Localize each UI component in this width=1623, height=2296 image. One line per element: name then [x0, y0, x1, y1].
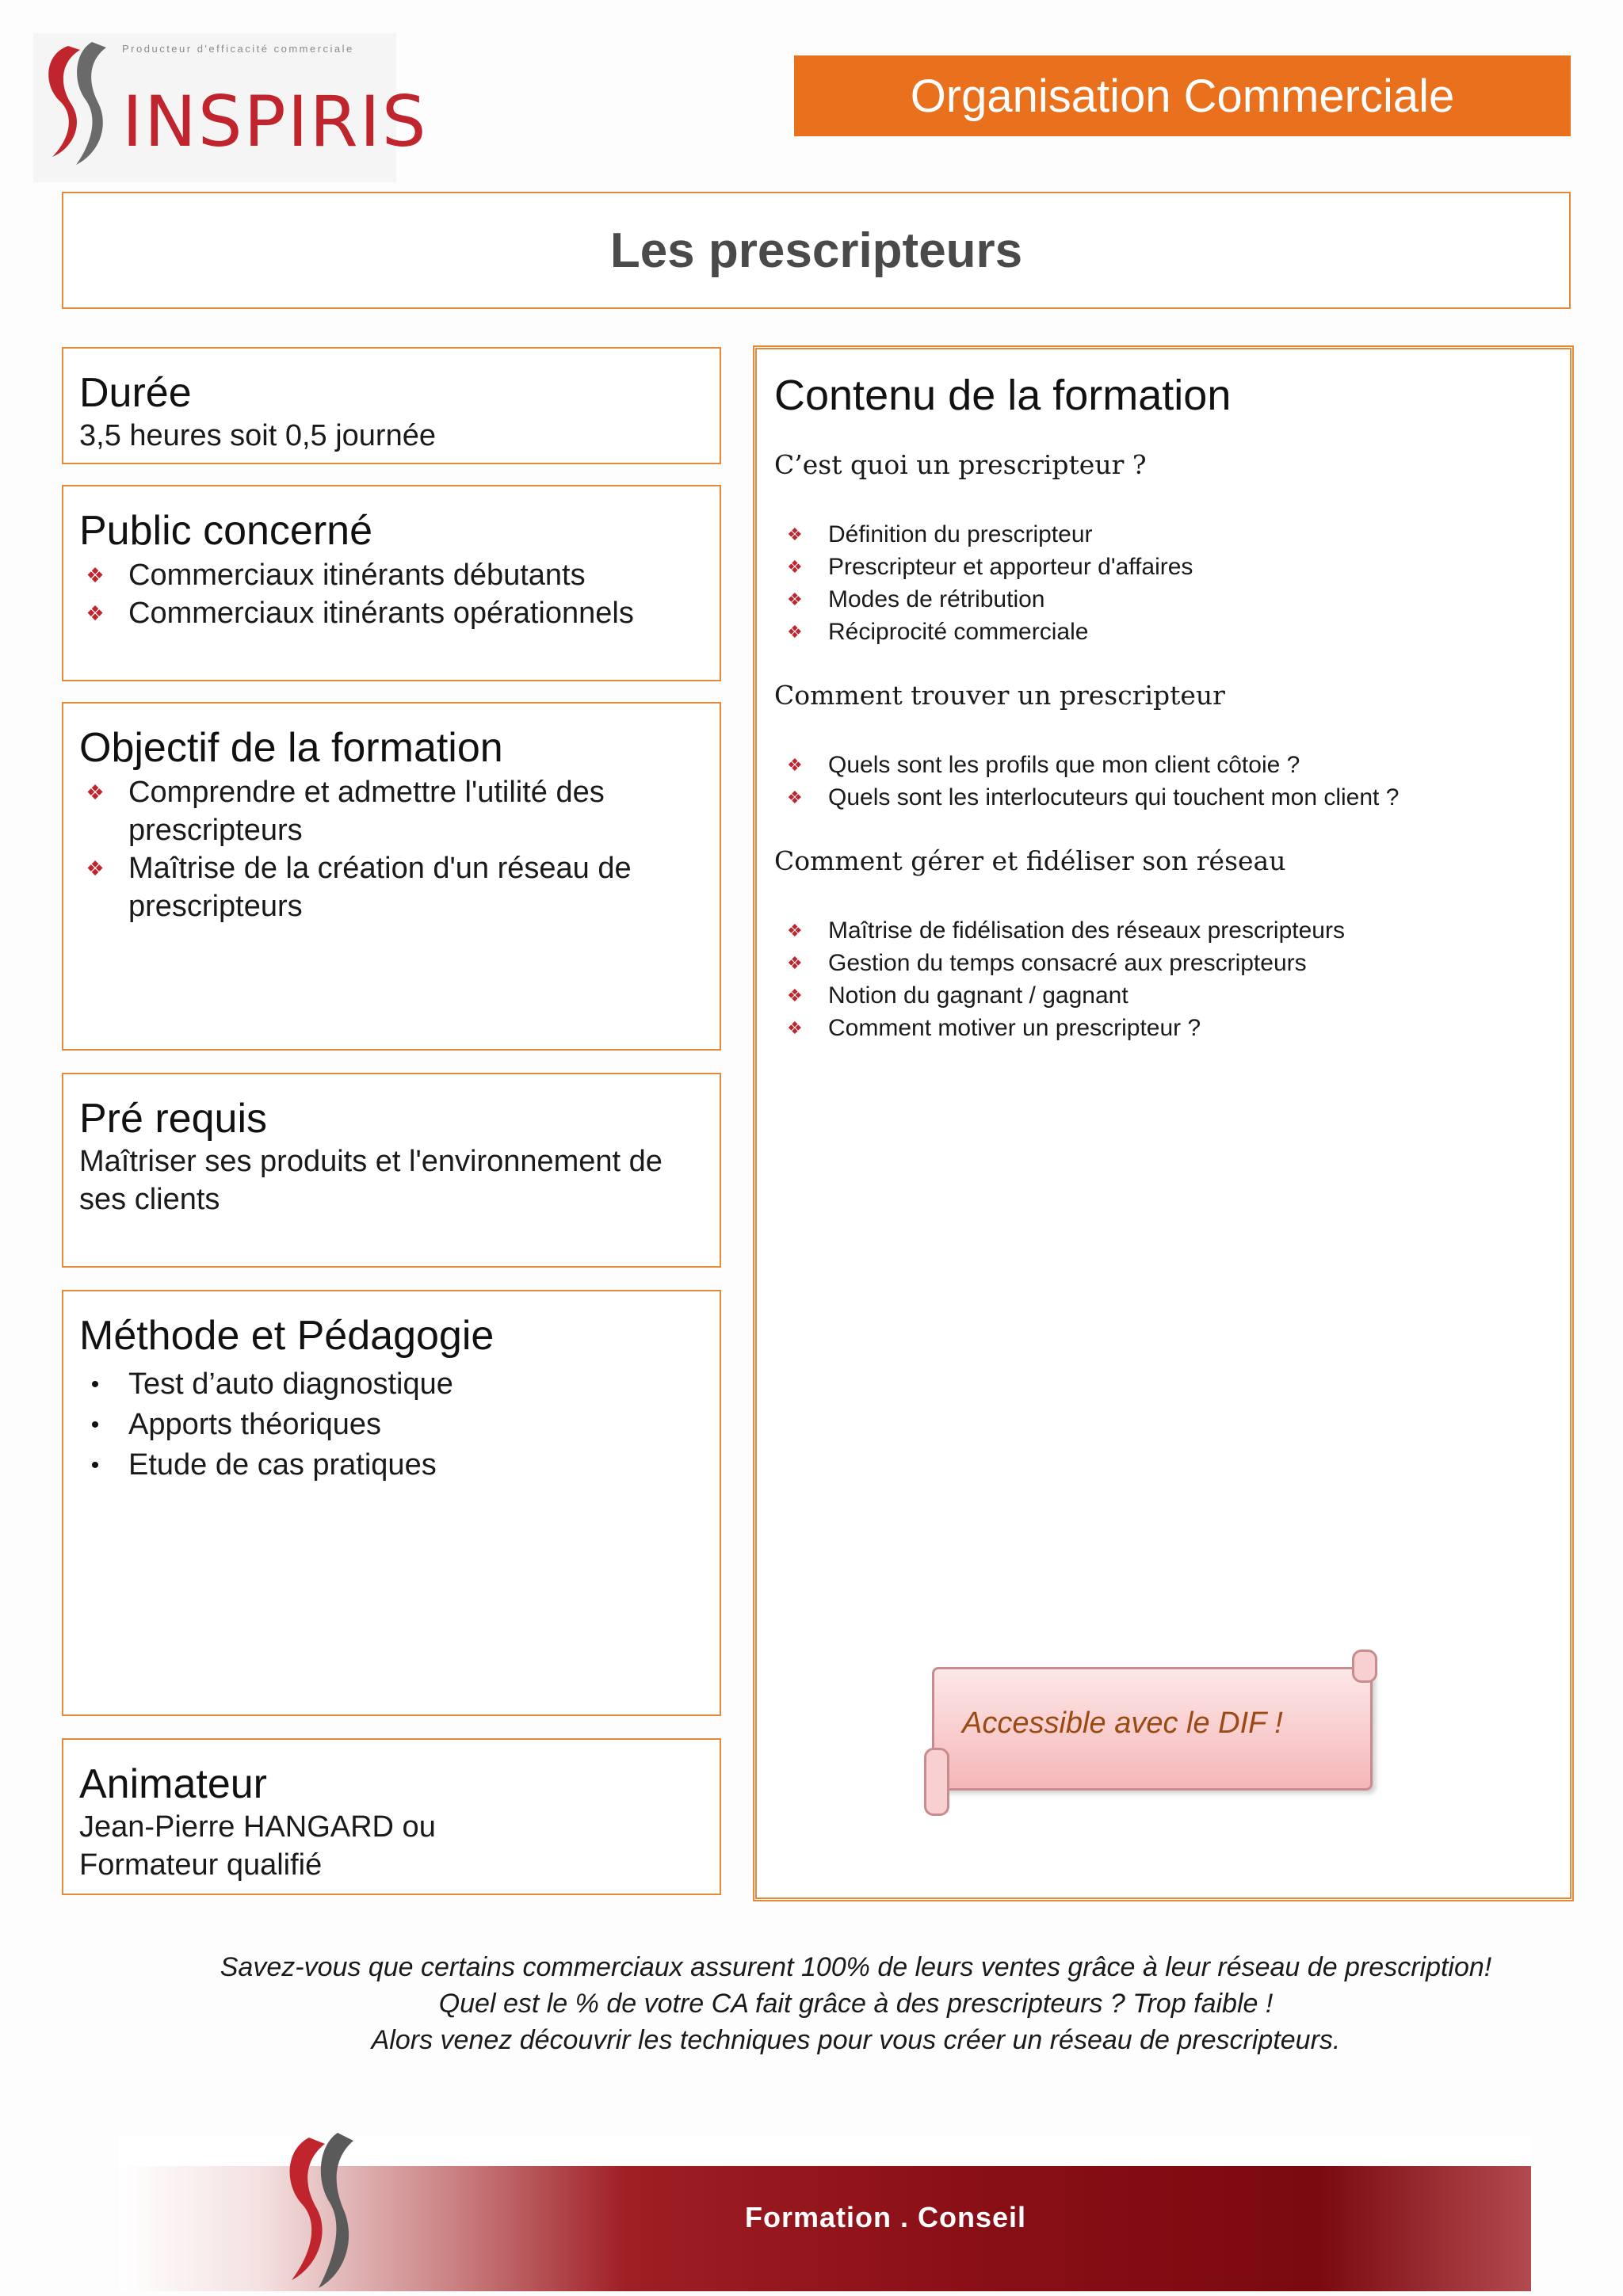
diamond-bullet-icon: ❖: [787, 788, 803, 807]
list-item: ❖ Comprendre et admettre l'utilité des prescripteurs: [79, 773, 704, 849]
diamond-bullet-icon: ❖: [787, 1018, 803, 1038]
footer-message: [119, 1949, 1593, 2058]
method-list: [79, 1364, 704, 1486]
diamond-bullet-icon: ❖: [787, 589, 803, 609]
list-item: • Apports théoriques: [79, 1405, 704, 1445]
list-item: ❖ Quels sont les profils que mon client côtoie ?: [774, 749, 1556, 781]
page-title: Les prescripteurs: [62, 192, 1571, 309]
list-item: ❖ Modes de rétribution: [774, 583, 1556, 616]
footer-banner-label: Formation . Conseil: [745, 2201, 1027, 2233]
list-item: ❖ Comment motiver un prescripteur ?: [774, 1012, 1556, 1044]
list-item: • Etude de cas pratiques: [79, 1445, 704, 1486]
method-card: [62, 1290, 721, 1716]
list-item: ❖ Définition du prescripteur: [774, 518, 1556, 551]
audience-heading: Public concerné: [79, 508, 372, 554]
dot-bullet-icon: •: [90, 1371, 100, 1398]
diamond-bullet-icon: ❖: [787, 622, 803, 642]
content-section-list: [774, 749, 1556, 814]
diamond-bullet-icon: ❖: [787, 986, 803, 1005]
footer-line: Alors venez découvrir les techniques pour vous créer un réseau de prescripteurs.: [371, 2025, 1341, 2055]
content-section-title: Comment gérer et fidéliser son réseau: [774, 845, 1286, 876]
diamond-bullet-icon: ❖: [86, 780, 105, 804]
list-item: ❖ Réciprocité commerciale: [774, 616, 1556, 648]
audience-list: [79, 556, 704, 632]
method-heading: Méthode et Pédagogie: [79, 1313, 495, 1359]
footer-banner: [119, 2136, 1531, 2291]
diamond-bullet-icon: ❖: [787, 755, 803, 775]
diamond-bullet-icon: ❖: [86, 856, 105, 880]
objective-list: [79, 773, 704, 925]
list-item: ❖ Maîtrise de la création d'un réseau de prescripteurs: [79, 849, 704, 925]
trainer-card: [62, 1738, 721, 1895]
list-item: ❖ Maîtrise de fidélisation des réseaux prescripteurs: [774, 914, 1556, 947]
content-heading: Contenu de la formation: [774, 372, 1232, 419]
duration-card: [62, 347, 721, 464]
content-section-list: [774, 518, 1556, 648]
duration-text: 3,5 heures soit 0,5 journée: [79, 419, 436, 452]
list-item: • Test d’auto diagnostique: [79, 1364, 704, 1405]
inspiris-logo-icon: [36, 38, 124, 181]
list-item: ❖ Notion du gagnant / gagnant: [774, 979, 1556, 1012]
dif-badge: [924, 1650, 1377, 1813]
scroll-curl-right-icon: [1352, 1650, 1377, 1683]
list-item: ❖ Quels sont les interlocuteurs qui touchent mon client ?: [774, 781, 1556, 814]
category-banner: Organisation Commerciale: [794, 55, 1571, 136]
content-section-title: Comment trouver un prescripteur: [774, 680, 1225, 711]
scroll-curl-left-icon: [924, 1748, 949, 1816]
prerequisites-card: [62, 1073, 721, 1268]
diamond-bullet-icon: ❖: [787, 524, 803, 544]
list-item: ❖ Commerciaux itinérants débutants: [79, 556, 704, 594]
dif-badge-text: Accessible avec le DIF !: [962, 1707, 1283, 1740]
footer-line: Quel est le % de votre CA fait grâce à des prescripteurs ? Trop faible !: [438, 1989, 1274, 2019]
logo-brand: INSPIRIS: [122, 81, 428, 162]
trainer-line1: Jean-Pierre HANGARD ou: [79, 1810, 436, 1844]
diamond-bullet-icon: ❖: [787, 557, 803, 577]
content-section-list: [774, 914, 1556, 1044]
logo-tagline: Producteur d'efficacité commerciale: [122, 43, 354, 55]
list-item: ❖ Gestion du temps consacré aux prescripteurs: [774, 947, 1556, 979]
list-item: ❖ Commerciaux itinérants opérationnels: [79, 594, 704, 632]
diamond-bullet-icon: ❖: [787, 921, 803, 940]
trainer-heading: Animateur: [79, 1761, 267, 1807]
objective-card: [62, 702, 721, 1051]
list-item: ❖ Prescripteur et apporteur d'affaires: [774, 551, 1556, 583]
content-section-title: C’est quoi un prescripteur ?: [774, 449, 1147, 480]
objective-heading: Objectif de la formation: [79, 725, 503, 771]
trainer-line2: Formateur qualifié: [79, 1848, 323, 1882]
duration-heading: Durée: [79, 370, 192, 416]
diamond-bullet-icon: ❖: [86, 563, 105, 587]
audience-card: [62, 485, 721, 681]
prerequisites-heading: Pré requis: [79, 1096, 267, 1142]
diamond-bullet-icon: ❖: [86, 601, 105, 625]
diamond-bullet-icon: ❖: [787, 953, 803, 973]
prerequisites-text: Maîtriser ses produits et l'environnement de ses clients: [79, 1145, 663, 1216]
dot-bullet-icon: •: [90, 1412, 100, 1438]
inspiris-logo: [33, 33, 428, 182]
dot-bullet-icon: •: [90, 1452, 100, 1478]
footer-line: Savez-vous que certains commerciaux assurent 100% de leurs ventes grâce à leur réseau de prescription!: [220, 1952, 1492, 1982]
inspiris-mark-icon: [277, 2130, 372, 2296]
